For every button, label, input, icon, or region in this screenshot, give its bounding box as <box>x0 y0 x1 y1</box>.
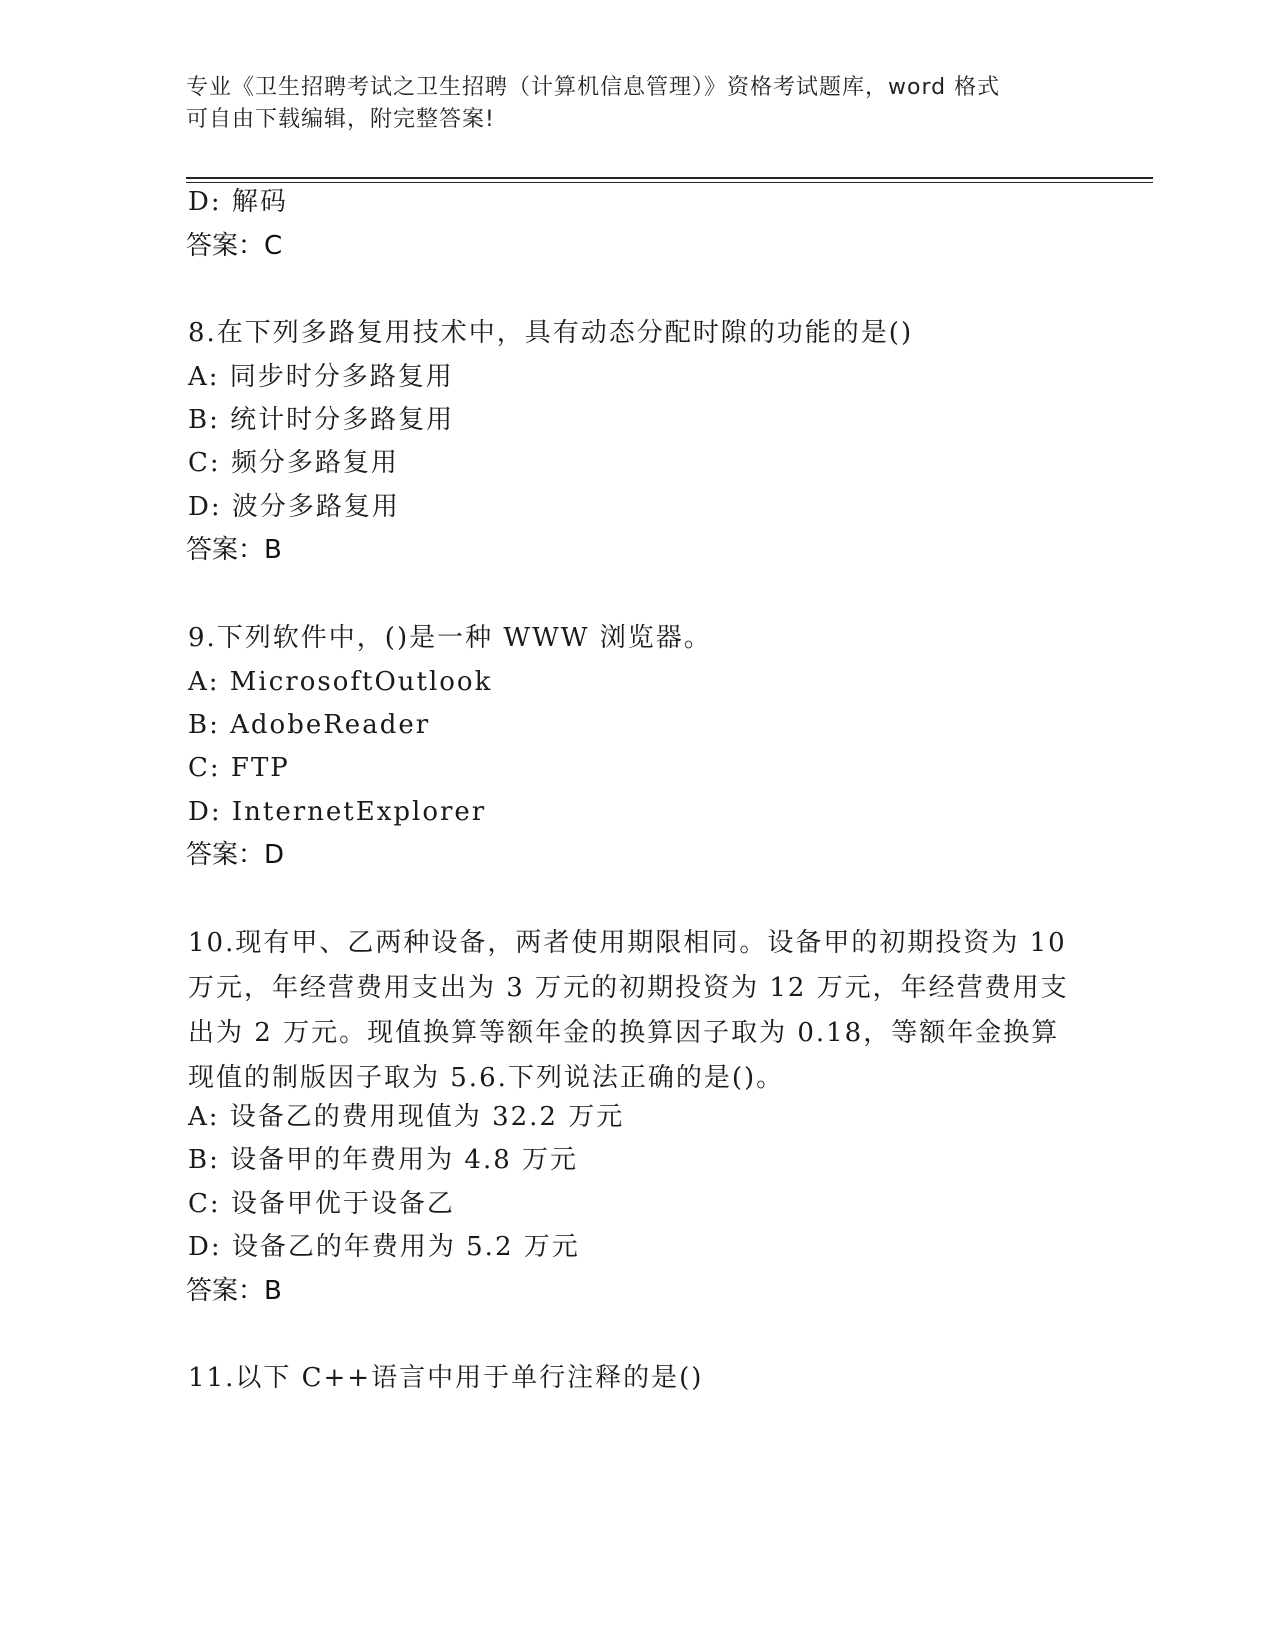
q10-question <box>188 921 1088 1101</box>
q10-question-line-2: 万元，年经营费用支出为 3 万元的初期投资为 12 万元，年经营费用支 <box>188 973 1069 1003</box>
q7-answer: 答案：C <box>186 231 283 261</box>
q8-question: 8.在下列多路复用技术中，具有动态分配时隙的功能的是() <box>188 318 914 348</box>
q10-option-d: D: 设备乙的年费用为 5.2 万元 <box>188 1232 580 1262</box>
q10-question-line-1: 10.现有甲、乙两种设备，两者使用期限相同。设备甲的初期投资为 10 <box>188 928 1067 958</box>
q8-option-a: A: 同步时分多路复用 <box>188 362 454 392</box>
q10-question-line-3: 出为 2 万元。现值换算等额年金的换算因子取为 0.18，等额年金换算 <box>188 1018 1060 1048</box>
q9-option-d: D: InternetExplorer <box>188 797 487 827</box>
q10-answer: 答案：B <box>186 1276 282 1306</box>
q9-option-c: C: FTP <box>188 753 290 783</box>
q10-option-a: A: 设备乙的费用现值为 32.2 万元 <box>188 1102 625 1132</box>
q8-option-b: B: 统计时分多路复用 <box>188 405 455 435</box>
header-line-2: 可自由下载编辑，附完整答案! <box>186 107 495 132</box>
q7-option-d: D: 解码 <box>188 187 288 217</box>
q9-option-b: B: AdobeReader <box>188 710 431 740</box>
page-header <box>186 72 1086 136</box>
q11-question: 11.以下 C++语言中用于单行注释的是() <box>188 1363 704 1393</box>
q9-option-a: A: MicrosoftOutlook <box>188 667 493 697</box>
q10-question-line-4: 现值的制版因子取为 5.6.下列说法正确的是()。 <box>188 1063 785 1093</box>
q8-answer: 答案：B <box>186 535 282 565</box>
q10-option-c: C: 设备甲优于设备乙 <box>188 1189 455 1219</box>
header-divider-thick <box>186 177 1153 179</box>
q9-question: 9.下列软件中，()是一种 WWW 浏览器。 <box>188 623 712 653</box>
q8-option-d: D: 波分多路复用 <box>188 492 400 522</box>
q9-answer: 答案：D <box>186 840 285 870</box>
q10-option-b: B: 设备甲的年费用为 4.8 万元 <box>188 1145 579 1175</box>
q8-option-c: C: 频分多路复用 <box>188 448 399 478</box>
header-line-1: 专业《卫生招聘考试之卫生招聘（计算机信息管理）》资格考试题库，word 格式 <box>186 75 1001 100</box>
